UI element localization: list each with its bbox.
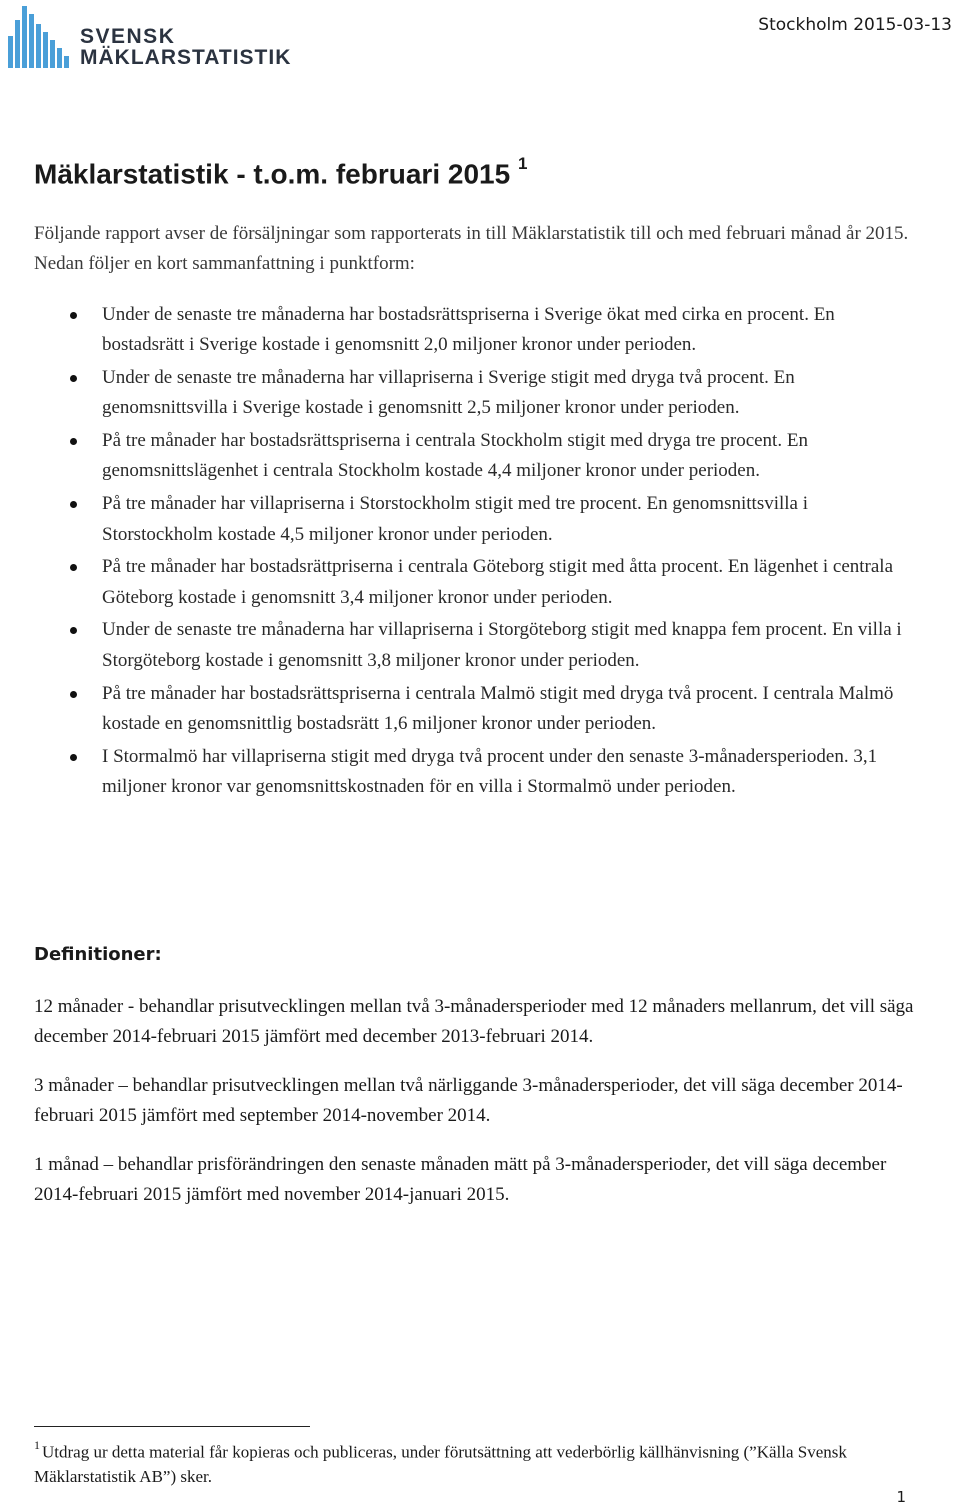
list-item-text: På tre månader har bostadsrättspriserna i centrala Malmö stigit med dryga två procent. I centrala Malmö kostade en genomsnittlig bostadsrätt 1,6 miljoner kronor under perioden. (102, 682, 894, 734)
list-item-text: Under de senaste tre månaderna har villapriserna i Sverige stigit med dryga två procent. En genomsnittsvilla i Sverige kostade i genomsnitt 2,5 miljoner kronor under perioden. (102, 367, 795, 419)
page-number: 1 (896, 1488, 906, 1506)
page-title (34, 154, 528, 190)
definition-3-months: 3 månader – behandlar prisutvecklingen mellan två närliggande 3-månadersperioder, det vill säga december 2014-februari 2015 jämfört med september 2014-november 2014. (34, 1075, 903, 1126)
footnote-divider (34, 1426, 310, 1427)
title-footnote-ref: 1 (517, 154, 528, 173)
bullet-icon (70, 501, 77, 508)
page-title-text: Mäklarstatistik - t.o.m. februari 2015 (34, 158, 511, 190)
logo-line2: MÄKLARSTATISTIK (80, 46, 292, 69)
list-item-text: På tre månader har bostadsrättpriserna i centrala Göteborg stigit med åtta procent. En lägenhet i centrala Göteborg kostade i genomsnitt 3,4 miljoner kronor under perioden. (102, 556, 894, 608)
list-item (102, 300, 912, 361)
list-item (102, 363, 912, 424)
list-item (102, 679, 912, 740)
footnote (34, 1435, 914, 1489)
bullet-icon (70, 564, 77, 571)
definition-12-months: 12 månader - behandlar prisutvecklingen mellan två 3-månadersperioder med 12 månaders mellanrum, det vill säga december 2014-februari 2015 jämfört med december 2013-februari 2014. (34, 996, 914, 1047)
list-item (102, 552, 912, 613)
footnote-marker: 1 (34, 1438, 40, 1452)
footnote-text: Utdrag ur detta material får kopieras och publiceras, under förutsättning att vederbörlig källhänvisning (”Källa Svensk Mäklarstatistik AB”) sker. (34, 1442, 847, 1486)
definition-1-month: 1 månad – behandlar prisförändringen den senaste månaden mätt på 3-månadersperioder, det vill säga december 2014-februari 2015 jämfört med november 2014-januari 2015. (34, 1154, 887, 1205)
bullet-icon (70, 754, 77, 761)
list-item (102, 426, 912, 487)
document-date: Stockholm 2015-03-13 (758, 15, 952, 35)
bullet-icon (70, 438, 77, 445)
bullet-icon (70, 691, 77, 698)
list-item (102, 742, 912, 803)
intro-paragraph: Följande rapport avser de försäljningar som rapporterats in till Mäklarstatistik till och med februari månad år 2015. Nedan följer en kort sammanfattning i punktform: (34, 223, 909, 274)
list-item-text: Under de senaste tre månaderna har bostadsrättspriserna i Sverige ökat med cirka en procent. En bostadsrätt i Sverige kostade i genomsnitt 2,0 miljoner kronor under perioden. (102, 304, 835, 356)
list-item-text: I Stormalmö har villapriserna stigit med dryga två procent under den senaste 3-månadersperioden. 3,1 miljoner kronor var genomsnittskostnaden för en villa i Stormalmö under perioden. (102, 745, 878, 797)
list-item (102, 489, 912, 550)
logo (8, 6, 292, 70)
list-item (102, 615, 912, 676)
bullet-icon (70, 375, 77, 382)
logo-wordmark (80, 26, 291, 68)
summary-list (102, 300, 912, 805)
list-item-text: På tre månader har bostadsrättspriserna i centrala Stockholm stigit med dryga tre procent. En genomsnittslägenhet i centrala Stockholm kostade 4,4 miljoner kronor under perioden. (102, 430, 808, 482)
bullet-icon (70, 312, 77, 319)
bullet-icon (70, 627, 77, 634)
logo-line1: SVENSK (80, 25, 176, 48)
list-item-text: På tre månader har villapriserna i Storstockholm stigit med tre procent. En genomsnittsvilla i Storstockholm kostade 4,5 miljoner kronor under perioden. (102, 493, 809, 545)
definitions-heading: Definitioner: (34, 944, 162, 965)
list-item-text: Under de senaste tre månaderna har villapriserna i Storgöteborg stigit med knappa fem procent. En villa i Storgöteborg kostade i genomsnitt 3,8 miljoner kronor under perioden. (102, 619, 902, 671)
logo-bars-icon (8, 6, 70, 68)
